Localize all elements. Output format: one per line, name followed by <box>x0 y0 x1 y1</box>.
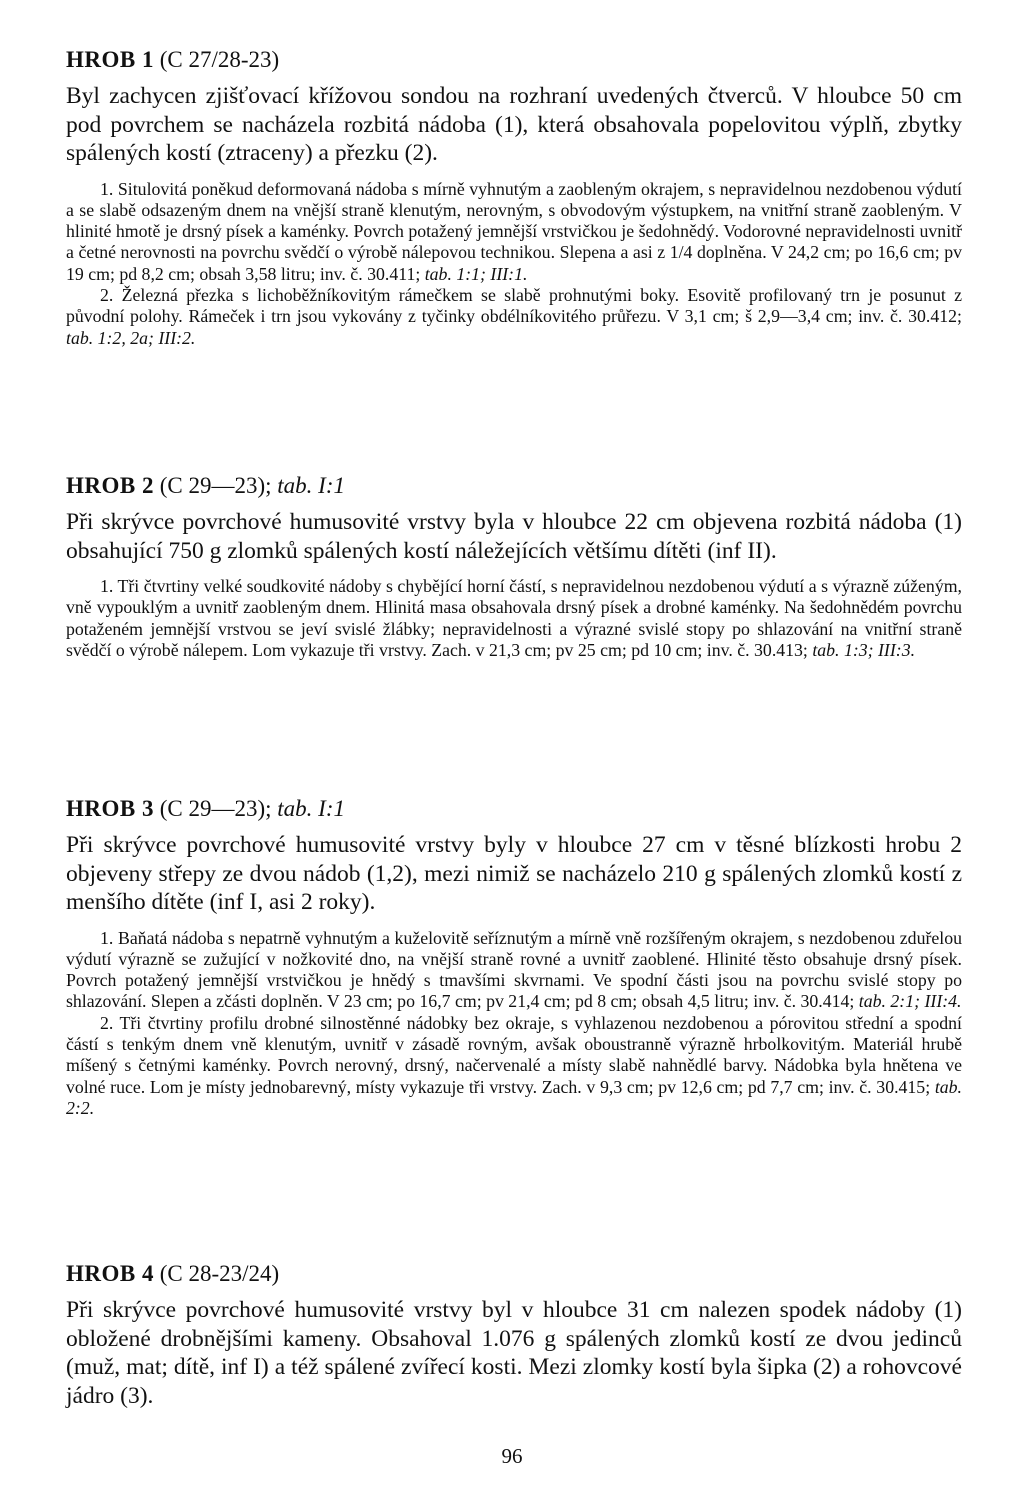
grave-2-item-1-ref: tab. 1:3; III:3. <box>812 639 916 660</box>
grave-1-section <box>66 46 962 349</box>
grave-3-heading <box>66 795 962 823</box>
grave-3-tab: tab. I:1 <box>277 796 346 821</box>
grave-1-item-2-text: 2. Železná přezka s lichoběžníkovitým rámečkem se slabě prohnutými boky. Esovitě profilovaný trn je posunut z původní polohy. Rámeček i trn jsou vykovány z tyčinky obdélníkovitého průřezu. V 3,1 cm; š 2,9—3,4 cm; inv. č. 30.412; <box>66 284 962 327</box>
grave-3-section <box>66 795 962 1119</box>
grave-4-section <box>66 1260 962 1410</box>
grave-1-title: HROB 1 <box>66 47 154 72</box>
grave-1-intro: Byl zachycen zjišťovací křížovou sondou na rozhraní uvedených čtverců. V hloubce 50 cm pod povrchem se nacházela rozbitá nádoba (1), která obsahovala popelovitou výplň, zbytky spálených kostí (ztraceny) a přezku (2). <box>66 83 962 166</box>
grave-4-ref: (C 28-23/24) <box>159 1261 280 1286</box>
grave-2-tab: tab. I:1 <box>277 473 346 498</box>
grave-1-ref: (C 27/28-23) <box>159 47 280 72</box>
grave-4-intro: Při skrývce povrchové humusovité vrstvy byl v hloubce 31 cm nalezen spodek nádoby (1) obložené drobnějšími kameny. Obsahoval 1.076 g spálených zlomků kostí ze dvou jedinců (muž, mat; dítě, inf I) a též spálené zvířecí kosti. Mezi zlomky kostí byla šipka (2) a rohovcové jádro (3). <box>66 1297 962 1409</box>
grave-1-item-1 <box>66 179 962 285</box>
page-number: 96 <box>501 1444 523 1468</box>
grave-1-item-2 <box>66 285 962 349</box>
grave-2-intro: Při skrývce povrchové humusovité vrstvy byla v hloubce 22 cm objevena rozbitá nádoba (1) obsahující 750 g zlomků spálených kostí náležejících většímu dítěti (inf II). <box>66 509 962 564</box>
grave-2-item-1-text: 1. Tři čtvrtiny velké soudkovité nádoby s chybějící horní částí, s nepravidelnou nezdobenou výdutí a s výrazně zúženým, vně vypouklým a uvnitř zaobleným dnem. Hlinitá masa obsahovala drsný písek a drobné kaménky. Na šedohnědém povrchu potaženém jemnější vrstvou se jeví svislé žlábky; nepravidelnosti a výrazné svislé stopy po shlazování na vnitřní straně svědčí o výrobě nálepem. Lom vykazuje tři vrstvy. Zach. v 21,3 cm; pv 25 cm; pd 10 cm; inv. č. 30.413; <box>66 576 962 660</box>
grave-2-title: HROB 2 <box>66 473 154 498</box>
grave-1-item-1-text: 1. Situlovitá poněkud deformovaná nádoba s mírně vyhnutým a zaobleným okrajem, s nepravidelnou nezdobenou výdutí a se slabě odsazeným dnem na vnější straně klenutým, nerovným, s obvodovým výstupkem, na vnitřní straně zaobleným. V hlinité hmotě je drsný písek a kaménky. Povrch potažený jemnější vrstvičkou je šedohnědý. Vodorovné nepravidelnosti uvnitř a četné nerovnosti na povrchu svědčí o výrobě nálepovou technikou. Slepena a asi z 1/4 doplněna. V 24,2 cm; po 16,6 cm; pv 19 cm; pd 8,2 cm; obsah 3,58 litru; inv. č. 30.411; <box>66 178 962 284</box>
grave-2-section <box>66 472 962 661</box>
grave-1-item-1-ref: tab. 1:1; III:1. <box>424 263 528 284</box>
grave-1-heading <box>66 46 962 74</box>
grave-3-item-2-text: 2. Tři čtvrtiny profilu drobné silnostěnné nádobky bez okraje, s vyhlazenou nezdobenou a pórovitou střední a spodní částí s tenkým dnem vně klenutým, uvnitř v zásadě rovným, avšak oboustranně výrazně hrbolkovitým. Materiál hrubě míšený s četnými kaménky. Povrch nerovný, drsný, načervenalé a místy slabě nahnědlé barvy. Nádobka byla hnětena ve volné ruce. Lom je místy jednobarevný, místy vykazuje tři vrstvy. Zach. v 9,3 cm; pv 12,6 cm; pd 7,7 cm; inv. č. 30.415; <box>66 1012 962 1097</box>
grave-3-title: HROB 3 <box>66 796 154 821</box>
grave-3-item-2-ref: tab. 2:2. <box>66 1076 962 1118</box>
grave-3-item-2 <box>66 1013 962 1119</box>
grave-3-item-1 <box>66 928 962 1013</box>
grave-3-item-1-text: 1. Baňatá nádoba s nepatrně vyhnutým a kuželovitě seříznutým a mírně vně rozšířeným okrajem, s nezdobenou zduřelou výdutí výrazně se zužující v nožkovité dno, na vnější straně rovné a uvnitř zaoblené. Hlinité těsto obsahuje drsný písek. Povrch potažený jemnější vrstvičkou je hnědý s tmavšími skvrnami. Ve spodní části jsou na povrchu svislé stopy po shlazování. Slepen a zčásti doplněn. V 23 cm; po 16,7 cm; pv 21,4 cm; pd 8 cm; obsah 4,5 litru; inv. č. 30.414; <box>66 927 962 1012</box>
grave-2-item-1 <box>66 576 962 661</box>
grave-3-ref: (C 29—23); <box>159 796 272 821</box>
grave-4-heading <box>66 1260 962 1288</box>
grave-4-title: HROB 4 <box>66 1261 154 1286</box>
grave-2-ref: (C 29—23); <box>159 473 272 498</box>
grave-3-intro: Při skrývce povrchové humusovité vrstvy byly v hloubce 27 cm v těsné blízkosti hrobu 2 objeveny střepy ze dvou nádob (1,2), mezi nimiž se nacházelo 210 g spálených zlomků kostí z menšího dítěte (inf I, asi 2 roky). <box>66 832 962 915</box>
grave-3-item-1-ref: tab. 2:1; III:4. <box>858 991 962 1012</box>
grave-1-item-2-ref: tab. 1:2, 2a; III:2. <box>66 327 196 348</box>
grave-2-heading <box>66 472 962 500</box>
